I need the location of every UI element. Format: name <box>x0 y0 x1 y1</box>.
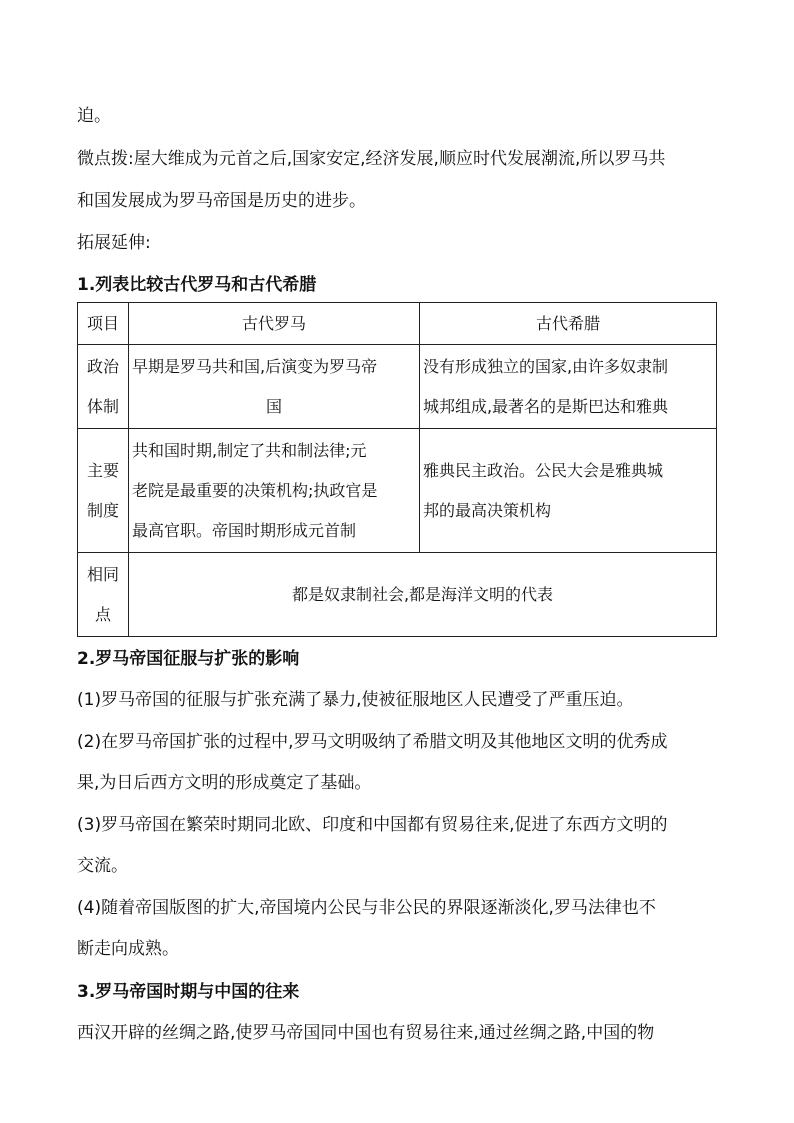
cell-line: 最高官职。帝国时期形成元首制 <box>132 520 357 540</box>
cell-line: 相同 <box>87 564 120 584</box>
paragraph-line: (1)罗马帝国的征服与扩张充满了暴力,使被征服地区人民遭受了严重压迫。 <box>77 690 634 710</box>
comparison-table <box>77 302 717 637</box>
cell-line: 主要 <box>87 460 120 480</box>
paragraph-line: (2)在罗马帝国扩张的过程中,罗马文明吸纳了希腊文明及其他地区文明的优秀成 <box>77 732 668 752</box>
table-header-row <box>78 303 717 345</box>
cell-line: 制度 <box>87 500 120 520</box>
table-cell-item <box>78 345 129 429</box>
table-row <box>78 429 717 553</box>
cell-line: 城邦组成,最著名的是斯巴达和雅典 <box>422 396 669 416</box>
table-cell-item <box>78 553 129 637</box>
paragraph-line: 断走向成熟。 <box>77 939 179 959</box>
cell-line: 老院是最重要的决策机构;执政官是 <box>132 480 378 500</box>
table-cell-rome <box>129 429 420 553</box>
paragraph-line: 迫。 <box>77 106 111 126</box>
paragraph-line: 微点拨:屋大维成为元首之后,国家安定,经济发展,顺应时代发展潮流,所以罗马共 <box>77 149 666 169</box>
table-cell-same: 都是奴隶制社会,都是海洋文明的代表 <box>129 553 717 637</box>
section-heading: 3.罗马帝国时期与中国的往来 <box>77 982 300 1002</box>
cell-line: 点 <box>95 604 112 624</box>
paragraph-line: 果,为日后西方文明的形成奠定了基础。 <box>77 773 372 793</box>
cell-line: 体制 <box>87 396 120 416</box>
cell-line: 没有形成独立的国家,由许多奴隶制 <box>422 356 669 376</box>
paragraph-line: 西汉开辟的丝绸之路,使罗马帝国同中国也有贸易往来,通过丝绸之路,中国的物 <box>77 1023 655 1043</box>
paragraph-line: (4)随着帝国版图的扩大,帝国境内公民与非公民的界限逐渐淡化,罗马法律也不 <box>77 898 656 918</box>
table-cell-rome <box>129 345 420 429</box>
table-row <box>78 345 717 429</box>
table-header-cell: 项目 <box>78 303 129 345</box>
table-header-cell: 古代希腊 <box>419 303 716 345</box>
cell-line: 早期是罗马共和国,后演变为罗马帝 <box>132 356 378 376</box>
cell-line: 国 <box>265 396 282 416</box>
cell-line: 政治 <box>87 356 120 376</box>
paragraph-line: (3)罗马帝国在繁荣时期同北欧、印度和中国都有贸易往来,促进了东西方文明的 <box>77 815 668 835</box>
section-heading: 2.罗马帝国征服与扩张的影响 <box>77 649 300 669</box>
table-header-cell: 古代罗马 <box>129 303 420 345</box>
table-row <box>78 553 717 637</box>
paragraph-line: 和国发展成为罗马帝国是历史的进步。 <box>77 191 366 211</box>
table-cell-greece <box>419 429 716 553</box>
cell-line: 邦的最高决策机构 <box>422 500 551 520</box>
paragraph-line: 拓展延伸: <box>77 233 151 253</box>
cell-line: 雅典民主政治。公民大会是雅典城 <box>422 460 663 480</box>
section-heading: 1.列表比较古代罗马和古代希腊 <box>77 275 317 295</box>
table-cell-item <box>78 429 129 553</box>
cell-line: 共和国时期,制定了共和制法律;元 <box>132 440 367 460</box>
table-cell-greece <box>419 345 716 429</box>
paragraph-line: 交流。 <box>77 856 128 876</box>
